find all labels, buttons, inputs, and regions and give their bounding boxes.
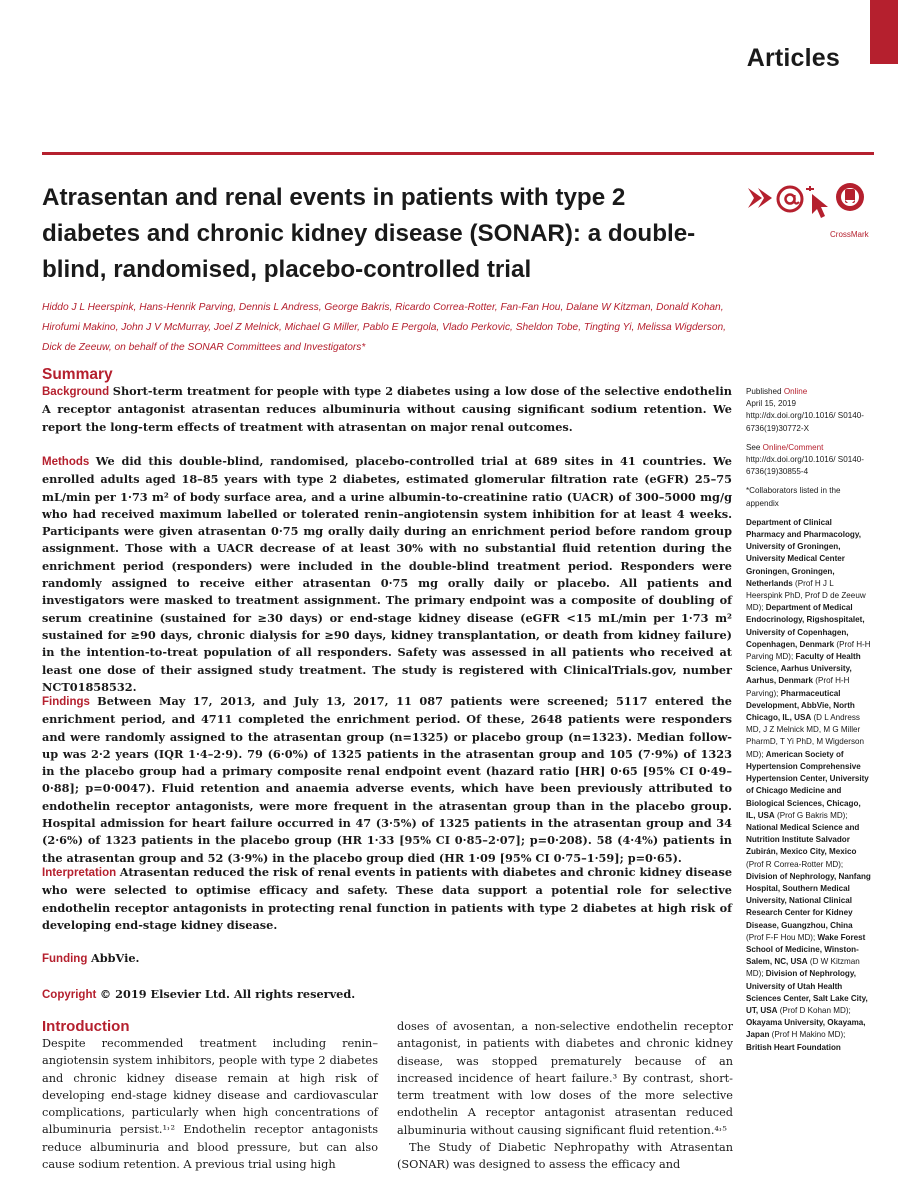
affiliation-people: (Prof G Bakris MD); bbox=[777, 810, 848, 820]
introduction-column-1: Despite recommended treatment including renin–angiotensin system inhibitors, people with type 2 diabetes and chronic kidney disease remain at high risk of developing end-stage kidney disease and cardiovascular complications, particularly when high concentrations of albuminuria persist.¹˒² Endothelin receptor antagonists reduce albuminuria and blood pressure, but can also cause sodium retention. A previous trial using high bbox=[42, 1037, 378, 1172]
abstract-methods bbox=[42, 453, 732, 696]
affiliation-org: Wake Forest School of Medicine, Winston-Salem, NC, USA bbox=[746, 932, 866, 967]
introduction-paragraph-sonar: The Study of Diabetic Nephropathy with Atrasentan (SONAR) was designed to assess the efficacy and bbox=[397, 1141, 733, 1172]
background-label: Background bbox=[42, 386, 110, 398]
copyright-label: Copyright bbox=[42, 989, 97, 1001]
affiliation-org: Faculty of Health Science, Aarhus University, Aarhus, Denmark bbox=[746, 652, 861, 686]
abstract-background bbox=[42, 383, 732, 436]
findings-label: Findings bbox=[42, 696, 90, 708]
affiliation-org: Okayama University, Okayama, Japan bbox=[746, 1018, 866, 1040]
affiliation-people: (Prof R Correa-Rotter MD); bbox=[746, 859, 844, 869]
affiliation-people: (D L Andress MD, J Z Melnick MD, M G Miller PharmD, T Yi PhD, M Wigderson MD); bbox=[746, 713, 864, 759]
affiliation-people: (Prof H-H Parving); bbox=[746, 676, 850, 698]
interpretation-label: Interpretation bbox=[42, 867, 117, 879]
published-prefix: Published bbox=[746, 387, 784, 396]
funding-label: Funding bbox=[42, 953, 88, 965]
affiliation-people: (Prof H Makino MD); bbox=[771, 1030, 846, 1040]
methods-text: We did this double-blind, randomised, placebo-controlled trial at 689 sites in 41 countries. We enrolled adults aged 18–85 years with type 2 diabetes, estimated glomerular filtration rate (eGFR) 25–75 mL/min per 1·73 m² of body surface area, and a urine albumin-to-creatinine ratio (UACR) of 300–5000 mg/g who had received maximum labelled or tolerated renin–angiotensin system inhibition for at least 4 weeks. Participants were given atrasentan 0·75 mg orally daily during an enrichment period before random group assignment. Those with a UACR decrease of at least 30% with no substantial fluid retention during the enrichment period (responders) were included in the double-blind treatment period. Responders were randomly assigned to receive either atrasentan 0·75 mg orally daily or placebo. All patients and investigators were masked to treatment assignment. The primary endpoint was a composite of doubling of serum creatinine (sustained for ≥30 days) or end-stage kidney disease (eGFR <15 mL/min per 1·73 m² sustained for ≥90 days, chronic dialysis for ≥90 days, kidney transplantation, or death from kidney failure) in the intention-to-treat population of all responders. Safety was assessed in all patients who received at least one dose of their assigned study treatment. The study is registered with ClinicalTrials.gov, number NCT01858532. bbox=[42, 454, 732, 694]
comment-info bbox=[746, 442, 872, 479]
affiliation-org: National Medical Science and Nutrition Institute Salvador Zubirán, Mexico City, Mexico bbox=[746, 822, 860, 857]
introduction-column-2 bbox=[397, 1018, 733, 1174]
affiliation-org: Pharmaceutical Development, AbbVie, North Chicago, IL, USA bbox=[746, 688, 855, 723]
cursor-click-icon[interactable] bbox=[806, 186, 828, 218]
abstract-findings bbox=[42, 693, 732, 867]
affiliation-people: (Prof H-H Parving MD); bbox=[746, 639, 871, 662]
header-rule bbox=[42, 152, 874, 155]
at-sign-icon[interactable] bbox=[778, 187, 802, 211]
doi-link[interactable]: http://dx.doi.org/10.1016/ S0140-6736(19)30772-X bbox=[746, 411, 864, 433]
affiliation-org: Department of Clinical Pharmacy and Pharmacology, University of Groningen, University Medical Center Groningen, Groningen, Netherlands bbox=[746, 517, 862, 588]
see-prefix: See bbox=[746, 442, 763, 452]
published-online-link[interactable]: Online bbox=[783, 387, 808, 396]
author-list: Hiddo J L Heerspink, Hans-Henrik Parving, Dennis L Andress, George Bakris, Ricardo Correa-Rotter, Fan-Fan Hou, Dalane W Kitzman, Donald Kohan, Hirofumi Makino, John J V McMurray, Joel Z Melnick, Michael G Miller, Pablo E Pergola, Vlado Perkovic, Sheldon Tobe, Tingting Yi, Melissa Wigderson, Dick de Zeeuw, on behalf of the SONAR Committees and Investigators* bbox=[42, 302, 726, 353]
section-tab-marker bbox=[870, 0, 898, 64]
introduction-paragraph: doses of avosentan, a non-selective endothelin receptor antagonist, in patients with diabetes and chronic kidney disease, was stopped prematurely because of an increased incidence of heart failure.³ By contrast, short-term treatment with low doses of the more selective endothelin A receptor antagonist atrasentan reduced albuminuria without causing significant fluid retention.⁴˒⁵ bbox=[397, 1020, 733, 1137]
crossmark-label: CrossMark bbox=[830, 230, 869, 239]
collaborators-note: *Collaborators listed in the appendix bbox=[746, 486, 841, 508]
abstract-copyright bbox=[42, 986, 732, 1004]
findings-text: Between May 17, 2013, and July 13, 2017, 11 087 patients were screened; 5117 entered the enrichment period, and 4711 completed the enrichment period. Of these, 2648 patients were responders and were randomly assigned to the atrasentan group (n=1325) or placebo group (n=1323). Median follow-up was 2·2 years (IQR 1·4–2·9). 79 (6·0%) of 1325 patients in the atrasentan group and 105 (7·9%) of 1323 in the placebo group had a primary composite renal endpoint event (hazard ratio [HR] 0·65 [95% CI 0·49–0·88]; p=0·0047). Fluid retention and anaemia adverse events, which have been previously attributed to endothelin receptor antagonists, were more frequent in the atrasentan group than in the placebo group. Hospital admission for heart failure occurred in 47 (3·5%) of 1325 patients in the atrasentan group and 34 (2·6%) of 1323 patients in the placebo group (HR 1·33 [95% CI 0·85–2·07]; p=0·208). 58 (4·4%) patients in the atrasentan group and 52 (3·9%) in the placebo group died (HR 1·09 [95% CI 0·75–1·59]; p=0·65). bbox=[42, 694, 732, 865]
affiliation-people: (Prof F-F Hou MD); bbox=[746, 932, 816, 942]
introduction-heading: Introduction bbox=[42, 1018, 130, 1035]
affiliation-people: (Prof D Kohan MD); bbox=[779, 1005, 851, 1015]
affiliation-org: Division of Nephrology, Nanfang Hospital, Southern Medical University, National Clinical Research Center for Kidney Disease, Guangzhou, China bbox=[746, 871, 871, 930]
published-date: April 15, 2019 bbox=[746, 399, 796, 409]
interpretation-text: Atrasentan reduced the risk of renal events in patients with diabetes and chronic kidney disease who were selected to optimise efficacy and safety. These data support a potential role for selective endothelin receptor antagonists in protecting renal function in patients with type 2 diabetes at high risk of developing end-stage kidney disease. bbox=[42, 865, 733, 932]
affiliation-people: (D W Kitzman MD); bbox=[746, 957, 860, 979]
affiliation-org: Department of Medical Endocrinology, Rigshospitalet, University of Copenhagen, Copenhagen, Denmark bbox=[746, 603, 865, 649]
lancet-arrow-icon[interactable] bbox=[748, 188, 772, 208]
comment-doi-link[interactable]: http://dx.doi.org/10.1016/ S0140-6736(19)30855-4 bbox=[746, 455, 864, 477]
sidebar-notes bbox=[746, 386, 872, 1061]
section-label: Articles bbox=[746, 44, 840, 72]
affiliation-people: (Prof H J L Heerspink PhD, Prof D de Zeeuw MD); bbox=[746, 578, 866, 613]
summary-heading: Summary bbox=[42, 366, 113, 383]
funding-text: AbbVie. bbox=[90, 951, 140, 965]
affiliation-org: American Society of Hypertension Comprehensive Hypertension Center, University of Chicago Medicine and Biological Sciences, Chicago, IL, USA bbox=[746, 749, 869, 820]
background-text: Short-term treatment for people with type 2 diabetes using a low dose of the selective endothelin A receptor antagonist atrasentan reduces albuminuria without causing significant sodium retention. We report the long-term effects of treatment with atrasentan on major renal outcomes. bbox=[42, 384, 733, 434]
article-logos bbox=[746, 180, 868, 226]
methods-label: Methods bbox=[42, 456, 90, 468]
abstract-interpretation bbox=[42, 864, 732, 934]
affiliation-org: British Heart Foundation bbox=[746, 1042, 841, 1052]
affiliations bbox=[746, 517, 872, 1054]
copyright-text: © 2019 Elsevier Ltd. All rights reserved. bbox=[99, 987, 356, 1001]
see-comment-link[interactable]: Online/Comment bbox=[762, 442, 824, 452]
crossmark-icon[interactable] bbox=[836, 183, 864, 211]
affiliation-org: Division of Nephrology, University of Utah Health Sciences Center, Salt Lake City, UT, USA bbox=[746, 969, 868, 1015]
abstract-funding bbox=[42, 950, 732, 968]
article-title: Atrasentan and renal events in patients with type 2 diabetes and chronic kidney disease (SONAR): a double-blind, randomised, placebo-controlled trial bbox=[42, 184, 696, 283]
publication-info bbox=[746, 386, 872, 435]
